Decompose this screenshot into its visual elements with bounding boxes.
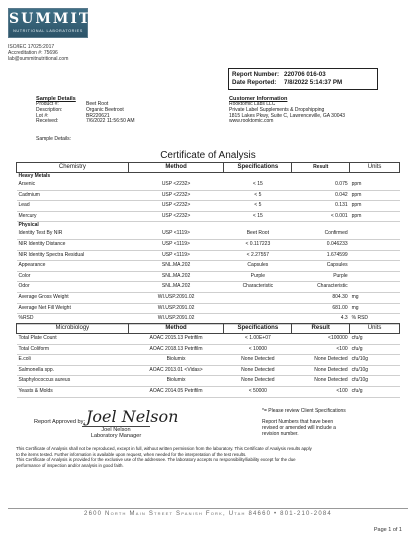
units: mg: [350, 303, 400, 314]
method: SNL.MA.202: [128, 271, 224, 282]
table-row: [17, 292, 400, 303]
method: USP <2232>: [128, 190, 224, 201]
revision-note: [262, 420, 336, 437]
result: 1.674599: [292, 250, 350, 261]
method: USP <2232>: [128, 180, 224, 190]
field-value: Organic Beetroot: [86, 106, 124, 113]
revision-note-line: revised or amended will include a: [262, 424, 336, 431]
test-name: Average Gross Weight: [17, 292, 129, 303]
table-group-header: [17, 173, 400, 181]
method: WI.USP.2091.02: [128, 292, 224, 303]
col-header-units: Units: [350, 163, 400, 173]
test-name: Total Coliform: [17, 344, 129, 355]
result: None Detected: [292, 355, 350, 366]
units: cfu/g: [350, 334, 400, 345]
specification: Capsules: [224, 261, 292, 272]
result: Confirmed: [292, 229, 350, 239]
units: ppm: [350, 190, 400, 201]
date-reported-label: Date Reported:: [232, 79, 277, 86]
test-name: Yeasts & Molds: [17, 386, 129, 397]
field-value: 7/6/2022 11:56:50 AM: [86, 118, 135, 125]
result: 0.046233: [292, 239, 350, 250]
disclaimer-line: This Certificate of Analysis shall not be reproduced, except in full, without written permission from the laboratory. This Certificate of Analysis results apply: [16, 446, 312, 451]
units: mg: [350, 292, 400, 303]
result: Characteristic: [292, 282, 350, 293]
specification: None Detected: [224, 376, 292, 387]
field-label: Received:: [36, 118, 59, 125]
units: [350, 271, 400, 282]
revision-note-line: Report Numbers that have been: [262, 419, 334, 425]
report-number-label: Report Number:: [232, 71, 280, 78]
sample-details-label: Sample Details:: [36, 136, 72, 142]
company-logo: [8, 8, 92, 38]
chemistry-table: [16, 162, 400, 325]
approved-by-label: Report Approved by:: [34, 419, 85, 425]
method: Biolumix: [128, 355, 224, 366]
result: 0.131: [292, 201, 350, 212]
customer-line: www.rooktomic.com: [229, 118, 274, 125]
units: [350, 250, 400, 261]
logo-tagline: NUTRITIONAL LABORATORIES: [13, 29, 83, 33]
table-row: [17, 365, 400, 376]
test-name: NIR Identity Spectra Residual: [17, 250, 129, 261]
page-number: Page 1 of 1: [373, 527, 402, 533]
method: AOAC 2015.13 Petrifilm: [128, 334, 224, 345]
field-value: Beet Root: [86, 101, 109, 107]
customer-info-section: [229, 96, 345, 125]
field-label: Lot #:: [36, 112, 49, 119]
method: WI.USP.2091.02: [128, 303, 224, 314]
field-value: BR220621: [86, 112, 110, 119]
units: % RSD: [350, 314, 400, 325]
method: USP <1119>: [128, 239, 224, 250]
disclaimer-line: This Certificate of Analysis is provided for the exclusive use of the addressee. The laboratory accepts no responsibility/liability except for the due: [16, 457, 296, 463]
test-name: Odor: [17, 282, 129, 293]
specification: [224, 303, 292, 314]
test-name: Average Net Fill Weight: [17, 303, 129, 314]
sample-details-section: [36, 96, 135, 125]
test-name: Staphylococcus aureus: [17, 376, 129, 387]
method: SNL.MA.202: [128, 261, 224, 272]
group-label: Physical: [18, 222, 39, 229]
test-name: Identity Test By NIR: [17, 229, 129, 239]
accreditation-block: [8, 44, 68, 62]
table-row: [17, 334, 400, 345]
units: cfu/10g: [350, 355, 400, 366]
customer-info-title: Customer Information: [229, 96, 288, 102]
result: 804.30: [292, 292, 350, 303]
col-header-units: Units: [350, 324, 400, 334]
report-info-box: [228, 68, 378, 90]
specification: Purple: [224, 271, 292, 282]
revision-note-line: revision number.: [262, 430, 299, 437]
footer-address: 2600 North Main Street Spanish Fork, Utah 84660 • 801-210-2084: [84, 511, 332, 517]
specification: < 10000: [224, 344, 292, 355]
units: [350, 239, 400, 250]
specification: [224, 292, 292, 303]
specification: < 15: [224, 211, 292, 222]
col-header-microbiology: Microbiology: [17, 324, 129, 334]
method: USP <1119>: [128, 250, 224, 261]
specification: Characteristic: [224, 282, 292, 293]
disclaimer-line: to the items tested. Further information is available upon request, when needed for the interpretation of the test results.: [16, 451, 247, 457]
units: ppm: [350, 180, 400, 190]
customer-line: 1815 Lakes Pkwy, Suite C, Lawrenceville, GA 30043: [229, 112, 346, 119]
specification: < 5: [224, 190, 292, 201]
result: 0.075: [292, 180, 350, 190]
table-row: [17, 180, 400, 190]
certificate-title: Certificate of Analysis: [160, 150, 256, 161]
date-reported: 7/8/2022 5:14:37 PM: [284, 79, 343, 86]
report-number: 220706 016-03: [284, 71, 326, 78]
accreditation-line: ISO/IEC 17025:2017: [8, 44, 55, 50]
table-row: [17, 386, 400, 397]
result: Capsules: [292, 261, 350, 272]
method: USP <2232>: [128, 201, 224, 212]
method: SNL.MA.202: [128, 282, 224, 293]
field-label: Product #:: [36, 101, 59, 107]
units: ppm: [350, 201, 400, 212]
table-row: [17, 250, 400, 261]
group-label: Heavy Metals: [18, 173, 51, 179]
microbiology-table: [16, 323, 400, 398]
specification: < 50000: [224, 386, 292, 397]
specification: None Detected: [224, 355, 292, 366]
test-name: E.coli: [17, 355, 129, 366]
accreditation-email: lab@summitnutritional.com: [8, 56, 69, 62]
test-name: Arsenic: [17, 180, 129, 190]
result: 681.00: [292, 303, 350, 314]
test-name: Appearance: [17, 261, 129, 272]
client-spec-note: *= Please review Client Specifications: [262, 408, 346, 414]
method: USP <2232>: [128, 211, 224, 222]
result: 0.042: [292, 190, 350, 201]
test-name: %RSD: [17, 314, 129, 325]
table-row: [17, 271, 400, 282]
test-name: Color: [17, 271, 129, 282]
footer-divider: [8, 508, 408, 509]
specification: None Detected: [224, 365, 292, 376]
test-name: Salmonella spp.: [17, 365, 129, 376]
sample-details-title: Sample Details: [36, 96, 76, 102]
result: None Detected: [292, 365, 350, 376]
table-row: [17, 282, 400, 293]
units: [350, 261, 400, 272]
units: cfu/g: [350, 344, 400, 355]
result: < 0.001: [292, 211, 350, 222]
col-header-chemistry: Chemistry: [17, 163, 129, 173]
table-row: [17, 303, 400, 314]
method: AOAC 2018.13 Petrifilm: [128, 344, 224, 355]
units: [350, 229, 400, 239]
table-row: [17, 261, 400, 272]
table-row: [17, 376, 400, 387]
table-row: [17, 239, 400, 250]
units: cfu/10g: [350, 376, 400, 387]
test-name: NIR Identity Distance: [17, 239, 129, 250]
col-header-specifications: Specifications: [224, 163, 292, 173]
result: <100: [292, 386, 350, 397]
specification: < 15: [224, 180, 292, 190]
method: USP <1119>: [128, 229, 224, 239]
table-row: [17, 229, 400, 239]
col-header-result: Result: [292, 324, 350, 334]
units: ppm: [350, 211, 400, 222]
logo-wordmark: SUMMIT: [9, 11, 92, 27]
result: <100000: [292, 334, 350, 345]
approver-name: Joel Nelson: [101, 427, 131, 433]
approver-title: Laboratory Manager: [90, 433, 142, 439]
units: [350, 282, 400, 293]
method: AOAC 2014.05 Petrifilm: [128, 386, 224, 397]
field-label: Description:: [36, 106, 63, 113]
method: AOAC 2013.01 <Vidas>: [128, 365, 224, 376]
units: cfu/10g: [350, 365, 400, 376]
method: WI.USP.2091.02: [128, 314, 224, 325]
result: <100: [292, 344, 350, 355]
result: Purple: [292, 271, 350, 282]
test-name: Total Plate Count: [17, 334, 129, 345]
specification: < 1.00E+07: [224, 334, 292, 345]
result: None Detected: [292, 376, 350, 387]
specification: < 0.117223: [224, 239, 292, 250]
specification: < 2.27557: [224, 250, 292, 261]
accreditation-line: Accreditation #: 75696: [8, 50, 58, 56]
table-group-header: [17, 222, 400, 230]
test-name: Cadmium: [17, 190, 129, 201]
disclaimer-line: performance of inspection and/or analysis in good faith.: [16, 462, 124, 468]
customer-line: Private Label Supplements & Dropshipping: [229, 106, 325, 113]
col-header-method: Method: [128, 163, 224, 173]
test-name: Lead: [17, 201, 129, 212]
table-row: [17, 355, 400, 366]
col-header-method: Method: [128, 324, 224, 334]
units: cfu/g: [350, 386, 400, 397]
specification: < 5: [224, 201, 292, 212]
col-header-result: Result: [292, 163, 350, 173]
table-row: [17, 344, 400, 355]
test-name: Mercury: [17, 211, 129, 222]
table-row: [17, 201, 400, 212]
disclaimer: [16, 446, 402, 468]
table-row: [17, 211, 400, 222]
col-header-specifications: Specifications: [224, 324, 292, 334]
specification: Beet Root: [224, 229, 292, 239]
method: Biolumix: [128, 376, 224, 387]
table-row: [17, 190, 400, 201]
signature-image: Joel Nelson: [86, 407, 179, 426]
customer-line: Rooktomic Labs LLC: [229, 101, 276, 107]
result: 4.3: [292, 314, 350, 325]
